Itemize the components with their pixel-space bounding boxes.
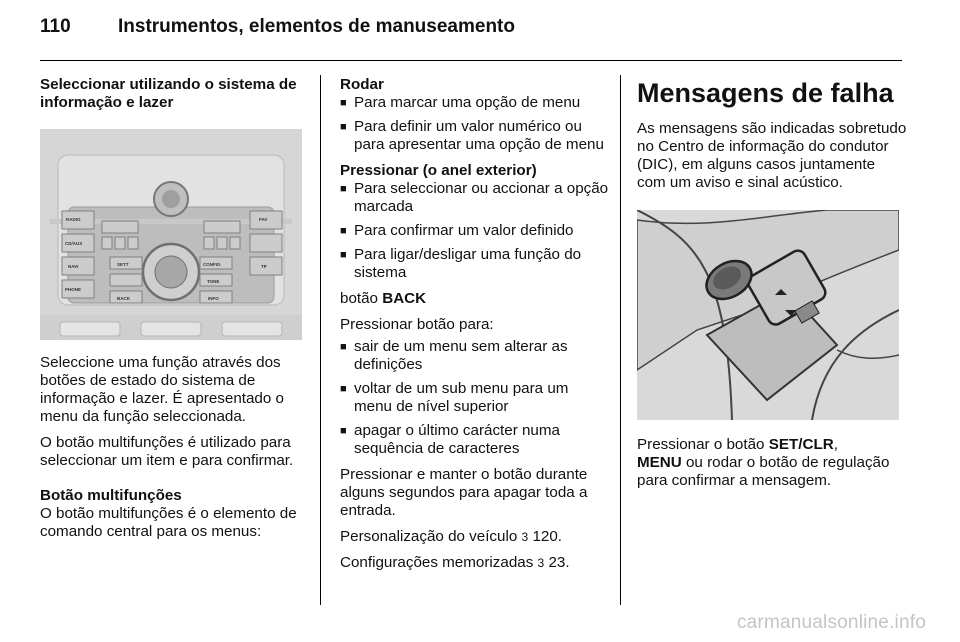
paragraph: Seleccione uma função através dos botões de estado do sistema de informação e lazer. É apresentado o menu da função seleccionada.	[40, 354, 284, 425]
list-item: ■ Para definir um valor numérico ou para apresentar uma opção de menu	[340, 118, 610, 154]
back-button-label: botão BACK	[340, 290, 427, 307]
list-item: ■ Para seleccionar ou accionar a opção marcada	[340, 180, 610, 216]
paragraph: Pressionar o botão SET/CLR, MENU ou rodar o botão de regulação para confirmar a mensagem.	[637, 436, 890, 489]
panel-label-phone: PHONE	[65, 287, 82, 292]
reference-arrow-icon: 3	[521, 530, 529, 544]
subheading: Botão multifunções	[40, 487, 182, 504]
header-rule	[40, 60, 902, 61]
rodar-heading: Rodar	[340, 76, 384, 93]
pressionar-heading: Pressionar (o anel exterior)	[340, 162, 537, 179]
column-divider-2	[620, 75, 621, 605]
paragraph: As mensagens são indicadas sobretudo no Centro de informação do condutor (DIC), em alguns casos juntamente com um aviso e sinal acústico.	[637, 120, 907, 191]
pressionar-list	[340, 180, 610, 282]
steering-stalk-image	[637, 210, 899, 420]
list-item: ■ sair de um menu sem alterar as definições	[340, 338, 610, 374]
cross-reference: Personalização do veículo 3 120.	[340, 528, 563, 545]
panel-label-tp: TP	[261, 264, 267, 269]
section-title: Mensagens de falha	[637, 78, 894, 108]
page-header	[40, 16, 515, 38]
cross-reference: Configurações memorizadas 3 23.	[340, 554, 570, 571]
infotainment-panel-image	[40, 129, 302, 340]
panel-label-tone: TONE	[207, 279, 220, 284]
list-item: ■ Para confirmar um valor definido	[340, 222, 610, 240]
column-3	[637, 76, 907, 498]
back-list	[340, 338, 610, 458]
panel-label-radio: RADIO	[66, 217, 81, 222]
paragraph: O botão multifunções é o elemento de comando central para os menus:	[40, 505, 297, 540]
list-item: ■ Para marcar uma opção de menu	[340, 94, 610, 112]
watermark: carmanualsonline.info	[736, 612, 926, 633]
paragraph: Pressionar botão para:	[340, 316, 494, 333]
column-divider-1	[320, 75, 321, 605]
list-item: ■ apagar o último carácter numa sequência de caracteres	[340, 422, 610, 458]
paragraph: O botão multifunções é utilizado para seleccionar um item e para confirmar.	[40, 434, 294, 469]
panel-label-fav: FAV	[259, 217, 268, 222]
page-title: Instrumentos, elementos de manuseamento	[118, 16, 515, 37]
paragraph: Pressionar e manter o botão durante alguns segundos para apagar toda a entrada.	[340, 466, 588, 519]
page-number: 110	[40, 16, 71, 37]
column-2	[340, 76, 610, 580]
steering-stalk-drawing	[637, 210, 899, 420]
reference-arrow-icon: 3	[537, 556, 545, 570]
panel-label-config: CONFIG	[203, 262, 221, 267]
panel-label-sett: SETT	[117, 262, 129, 267]
section-heading: Seleccionar utilizando o sistema de informação e lazer	[40, 76, 297, 111]
column-1	[40, 76, 308, 549]
rodar-list	[340, 94, 610, 154]
panel-label-navi: NAVI	[68, 264, 79, 269]
panel-label-cdaux: CD/AUX	[65, 241, 83, 246]
infotainment-panel-drawing	[40, 129, 302, 340]
panel-label-back: BACK	[117, 296, 130, 301]
panel-label-info: INFO	[208, 296, 219, 301]
list-item: ■ Para ligar/desligar uma função do sistema	[340, 246, 610, 282]
list-item: ■ voltar de um sub menu para um menu de nível superior	[340, 380, 610, 416]
